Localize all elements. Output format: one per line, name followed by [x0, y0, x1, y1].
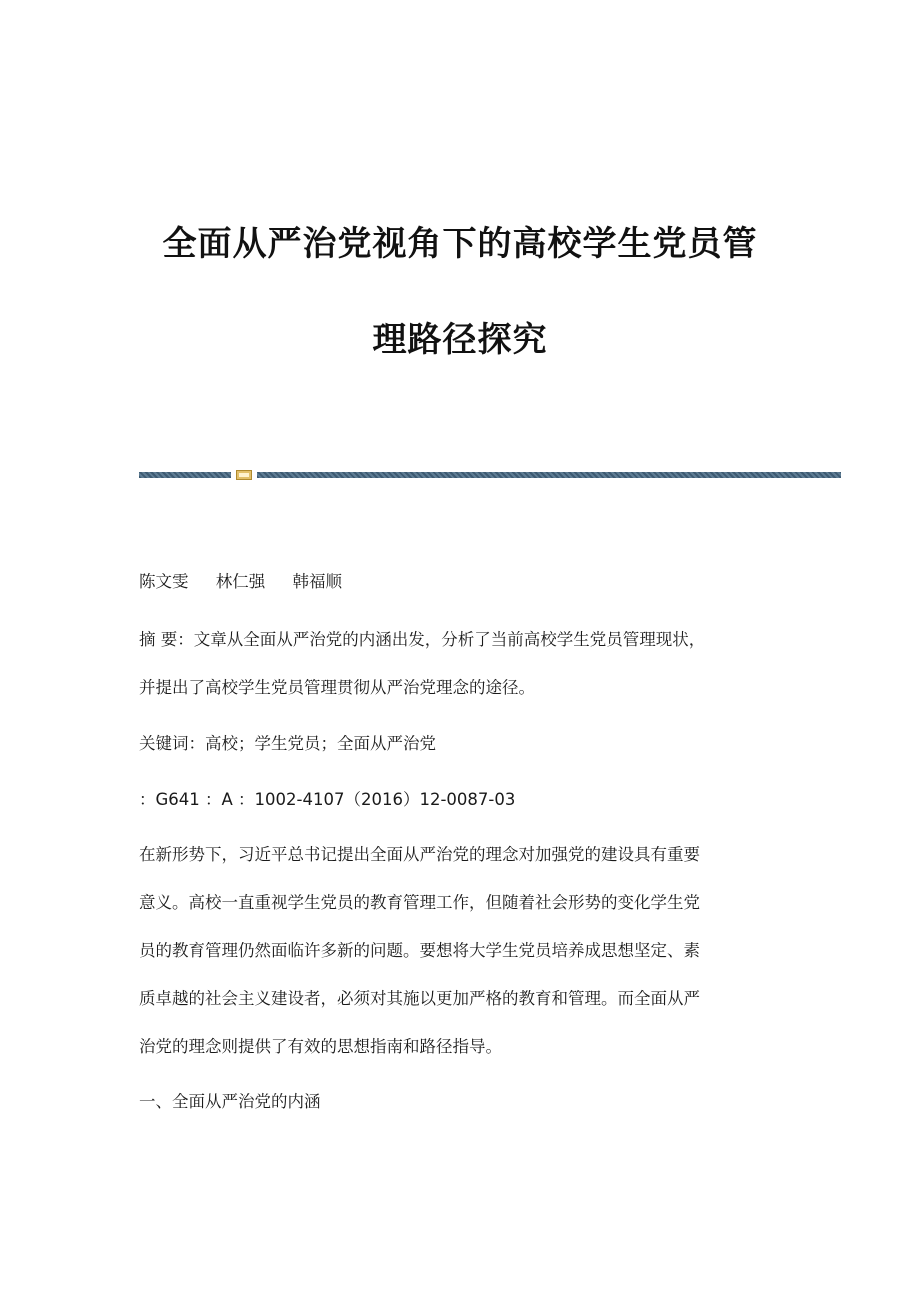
body-paragraph-line: 治党的理念则提供了有效的思想指南和路径指导。	[139, 1037, 502, 1056]
author-list	[139, 568, 342, 592]
author-name: 韩福顺	[292, 572, 342, 591]
title-divider	[139, 470, 841, 480]
section-heading: 一、全面从严治党的内涵	[139, 1092, 321, 1111]
abstract-line-1: 摘 要：文章从全面从严治党的内涵出发，分析了当前高校学生党员管理现状，	[139, 630, 706, 649]
document-title-line-1: 全面从严治党视角下的高校学生党员管	[162, 224, 758, 264]
author-name: 林仁强	[215, 572, 266, 591]
body-paragraph-line: 质卓越的社会主义建设者，必须对其施以更加严格的教育和管理。而全面从严	[139, 989, 700, 1008]
divider-ornament-icon	[236, 470, 252, 480]
abstract-line-2: 并提出了高校学生党员管理贯彻从严治党理念的途径。	[139, 678, 535, 697]
divider-bar-right	[257, 472, 841, 478]
body-paragraph-line: 意义。高校一直重视学生党员的教育管理工作，但随着社会形势的变化学生党	[139, 893, 700, 912]
body-paragraph-line: 员的教育管理仍然面临许多新的问题。要想将大学生党员培养成思想坚定、素	[139, 941, 700, 960]
keywords: 关键词：高校；学生党员；全面从严治党	[139, 734, 436, 753]
body-paragraph-line: 在新形势下，习近平总书记提出全面从严治党的理念对加强党的建设具有重要	[139, 845, 700, 864]
document-title-line-2: 理路径探究	[372, 320, 548, 360]
classification-codes: ：G641 ：A ：1002-4107（2016）12-0087-03	[139, 790, 516, 809]
author-name: 陈文雯	[139, 572, 189, 591]
divider-bar-left	[139, 472, 231, 478]
